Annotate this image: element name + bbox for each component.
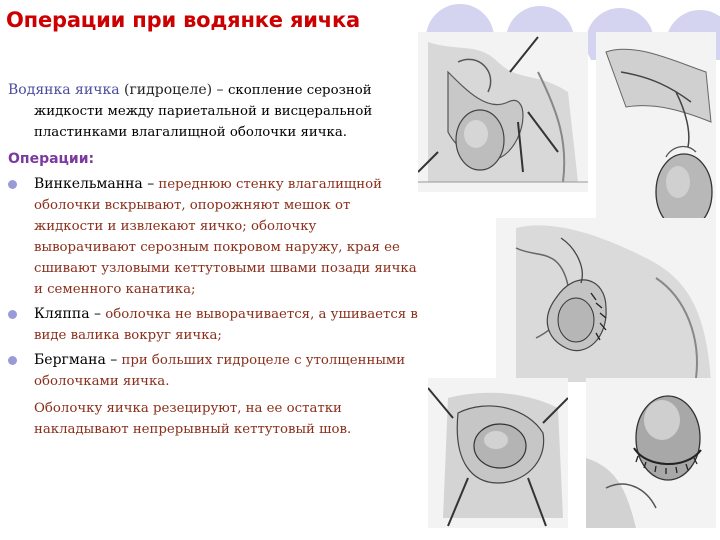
definition-term-extra: (гидроцеле) –: [119, 82, 228, 98]
operation-description: оболочка не выворачивается, а ушивается в виде валика вокруг яичка;: [34, 307, 418, 343]
surgical-illustration-sutured-sac: [496, 218, 716, 382]
surgical-illustration-retracted-sac: [428, 378, 568, 528]
definition-term: Водянка яичка: [8, 82, 120, 98]
operation-item-bergmann: [8, 350, 420, 392]
operation-item-winkelmann: [8, 174, 420, 300]
surgical-illustration-testis-extracted: [596, 32, 716, 232]
surgical-illustration-resected-sac: [586, 378, 716, 528]
operations-label: Операции:: [8, 151, 95, 167]
bullet-icon: [8, 310, 17, 319]
definition-text: скопление серозной жидкости между париетальной и висцеральной пластинками влагалищной оболочки яичка.: [34, 83, 373, 140]
operation-name: Винкельманна –: [34, 176, 155, 192]
operation-name: Бергмана –: [34, 352, 118, 368]
slide-title: Операции при водянке яичка: [6, 8, 360, 32]
operation-item-klapp: [8, 304, 420, 346]
operation-description: при больших гидроцеле с утолщенными оболочками яичка.: [34, 353, 406, 389]
bullet-icon: [8, 180, 17, 189]
operation-description: переднюю стенку влагалищной оболочки вскрывают, опорожняют мешок от жидкости и извлекают яичко; оболочку выворачивают серозным покровом наружу, края ее сшивают узловыми кеттутовыми швами позади яичка и семенного канатика;: [34, 177, 417, 297]
bullet-icon: [8, 356, 17, 365]
operation-name: Кляппа –: [34, 306, 102, 322]
resection-note: Оболочку яичка резецируют, на ее остатки накладывают непрерывный кеттутовый шов.: [34, 401, 352, 437]
text-column: [8, 80, 420, 440]
surgical-illustration-opened-sac: [418, 32, 588, 192]
definition-paragraph: [8, 80, 420, 143]
